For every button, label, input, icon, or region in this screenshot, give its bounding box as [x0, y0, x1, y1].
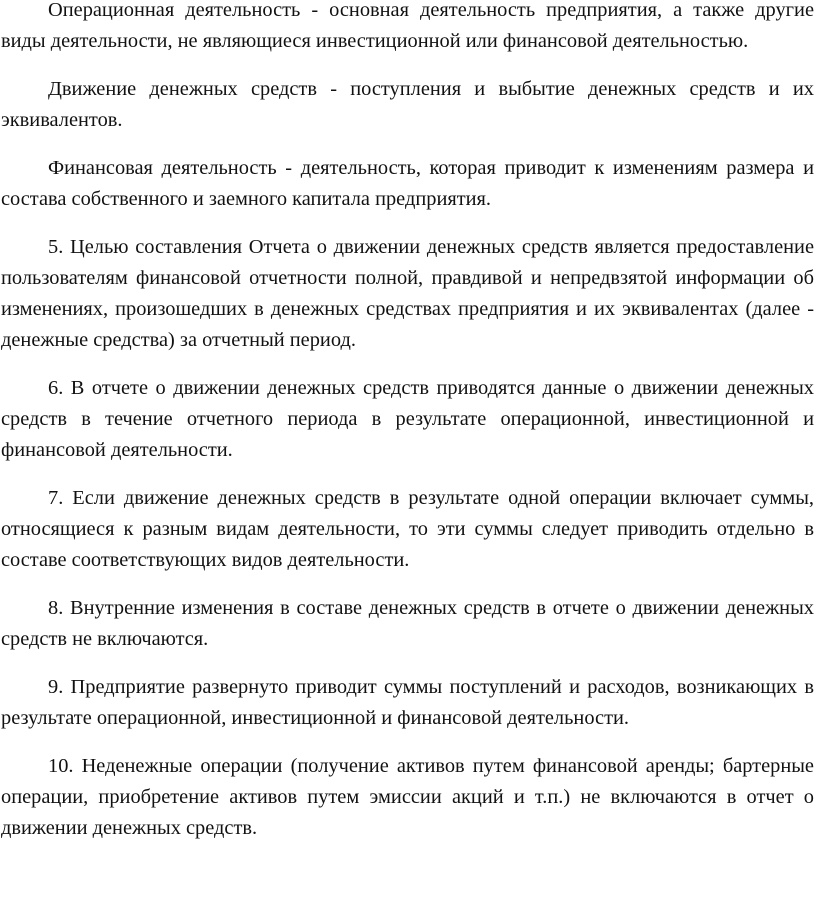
definition-operating-activity: Операционная деятельность - основная деятельность предприятия, а также другие виды деятельности, не являющиеся инвестиционной или финансовой деятельностью.	[1, 0, 814, 52]
definition-financing-activity: Финансовая деятельность - деятельность, которая приводит к изменениям размера и состава собственного и заемного капитала предприятия.	[1, 157, 814, 210]
clause-10: 10. Неденежные операции (получение активов путем финансовой аренды; бартерные операции, приобретение активов путем эмиссии акций и т.п.) не включаются в отчет о движении денежных средств.	[1, 755, 814, 839]
clause-9: 9. Предприятие развернуто приводит суммы поступлений и расходов, возникающих в результате операционной, инвестиционной и финансовой деятельности.	[1, 676, 814, 729]
clause-6: 6. В отчете о движении денежных средств приводятся данные о движении денежных средств в течение отчетного периода в результате операционной, инвестиционной и финансовой деятельности.	[1, 377, 814, 461]
clause-8: 8. Внутренние изменения в составе денежных средств в отчете о движении денежных средств не включаются.	[1, 597, 814, 650]
clause-7: 7. Если движение денежных средств в результате одной операции включает суммы, относящиеся к разным видам деятельности, то эти суммы следует приводить отдельно в составе соответствующих видов деятельности.	[1, 487, 814, 571]
clause-5: 5. Целью составления Отчета о движении денежных средств является предоставление пользователям финансовой отчетности полной, правдивой и непредвзятой информации об изменениях, произошедших в денежных средствах предприятия и их эквивалентах (далее - денежные средства) за отчетный период.	[1, 236, 814, 351]
definition-cash-flow: Движение денежных средств - поступления и выбытие денежных средств и их эквивалентов.	[1, 78, 814, 131]
